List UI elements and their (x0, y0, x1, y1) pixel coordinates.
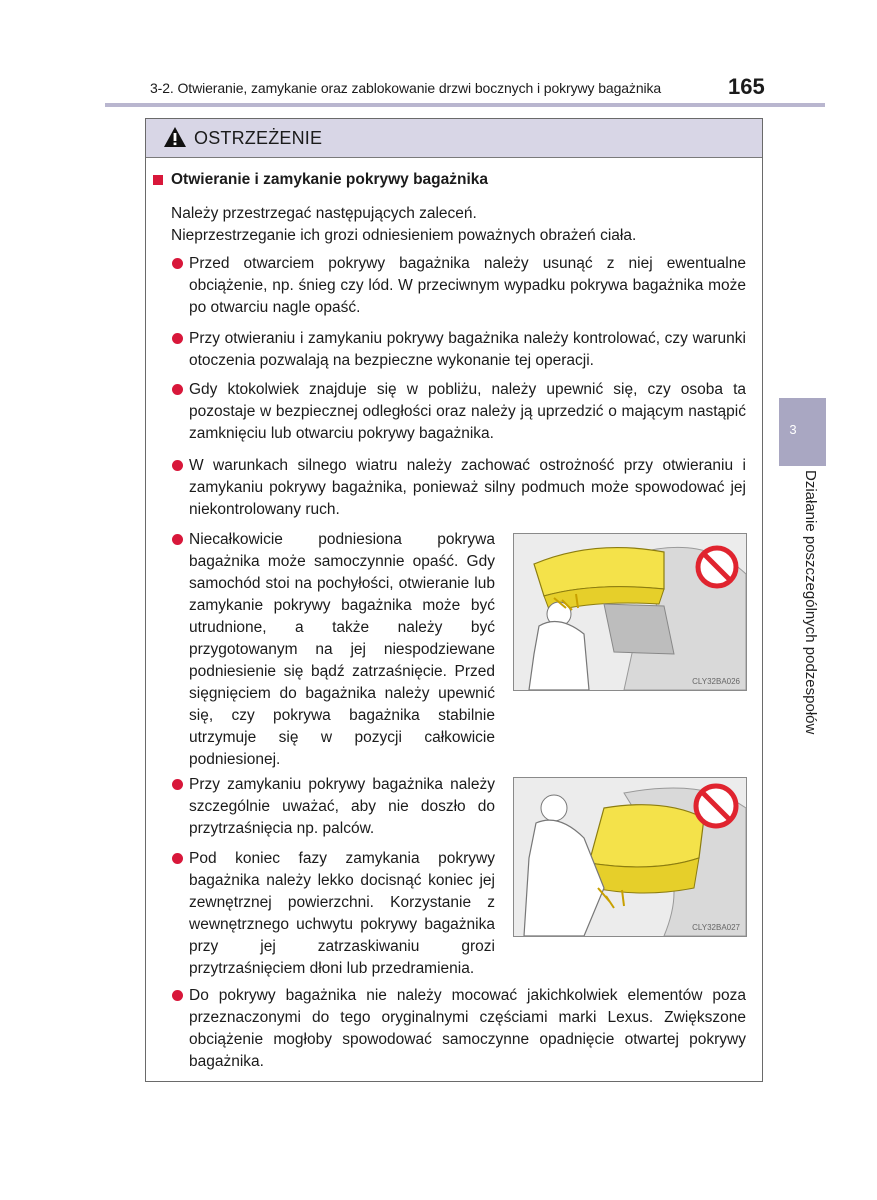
bullet-dot (172, 853, 183, 864)
section-marker (153, 175, 163, 185)
list-item (189, 985, 746, 1073)
figure-code: CLY32BA027 (692, 923, 740, 932)
page-number: 165 (728, 74, 765, 99)
list-item-text: Do pokrywy bagażnika nie należy mocować jakichkolwiek elementów poza przeznaczonymi do tego oryginalnymi częściami marki Lexus. Zwiększone obciążenie mogłoby spowodować samoczynne opadnięcie otwartej pokrywy bagażnika. (189, 987, 746, 1070)
chapter-tab (779, 398, 826, 466)
bullet-dot (172, 779, 183, 790)
intro-line: Nieprzestrzeganie ich grozi odniesieniem poważnych obrażeń ciała. (171, 227, 637, 244)
list-item (189, 455, 746, 521)
list-item (189, 774, 495, 840)
illustration-close-trunk (513, 777, 747, 937)
warning-triangle-icon (163, 126, 187, 148)
list-item-text: W warunkach silnego wiatru należy zachować ostrożność przy otwieraniu i zamykaniu pokrywy bagażnika, ponieważ silny podmuch może spowodować jej niekontrolowany ruch. (189, 457, 746, 518)
bullet-dot (172, 534, 183, 545)
intro-line: Należy przestrzegać następujących zaleceń. (171, 205, 477, 222)
list-item (189, 328, 746, 372)
warning-header (146, 119, 762, 158)
warning-box (145, 118, 763, 1082)
list-item-text: Pod koniec fazy zamykania pokrywy bagażnika należy lekko docisnąć koniec jej zewnętrznej powierzchni. Korzystanie z wewnętrznego uchwytu pokrywy bagażnika przy jej zatrzaskiwaniu grozi przytrzaśnięciem dłoni lub przedramienia. (189, 850, 495, 977)
illustration-open-trunk (513, 533, 747, 691)
bullet-dot (172, 384, 183, 395)
warning-label: OSTRZEŻENIE (194, 128, 323, 148)
bullet-dot (172, 258, 183, 269)
list-item-text: Przy zamykaniu pokrywy bagażnika należy szczególnie uważać, aby nie doszło do przytrzaśnięcia np. palców. (189, 776, 495, 837)
chapter-title-vertical: Działanie poszczególnych podzespołów (802, 470, 819, 735)
chapter-number: 3 (789, 422, 797, 437)
header-divider (105, 103, 825, 107)
bullet-dot (172, 333, 183, 344)
list-item-text: Przed otwarciem pokrywy bagażnika należy usunąć z niej ewentualne obciążenie, np. śnieg czy lód. W przeciwnym wypadku pokrywa bagażnika może po otwarciu nagle opaść. (189, 255, 746, 316)
bullet-dot (172, 990, 183, 1001)
list-item-text: Gdy ktokolwiek znajduje się w pobliżu, należy upewnić się, czy osoba ta pozostaje w bezpiecznej odległości oraz należy ją uprzedzić o mającym nastąpić zamknięciu lub otwarciu pokrywy bagażnika. (189, 381, 746, 442)
bullet-dot (172, 460, 183, 471)
list-item (189, 529, 495, 771)
list-item (189, 379, 746, 445)
no-entry-icon (694, 544, 740, 590)
header-title: 3-2. Otwieranie, zamykanie oraz zablokowanie drzwi bocznych i pokrywy bagażnika (150, 80, 662, 96)
list-item-text: Niecałkowicie podniesiona pokrywa bagażnika może samoczynnie opaść. Gdy samochód stoi na pochyłości, otwieranie lub zamykanie pokrywy bagażnika może być utrudnione, a także należy być przygotowanym na jej niespodziewane podniesienie się bądź zatrzaśnięcie. Przed sięgnięciem do bagażnika należy upewnić się, czy pokrywa bagażnika stabilnie utrzymuje się w pozycji całkowicie podniesionej. (189, 531, 495, 768)
section-title: Otwieranie i zamykanie pokrywy bagażnika (171, 171, 489, 188)
intro-text (171, 203, 761, 247)
list-item (189, 253, 746, 319)
list-item (189, 848, 495, 980)
no-entry-icon (692, 782, 740, 830)
list-item-text: Przy otwieraniu i zamykaniu pokrywy bagażnika należy kontrolować, czy warunki otoczenia pozwalają na bezpieczne wykonanie tej operacji. (189, 330, 746, 369)
figure-code: CLY32BA026 (692, 677, 740, 686)
